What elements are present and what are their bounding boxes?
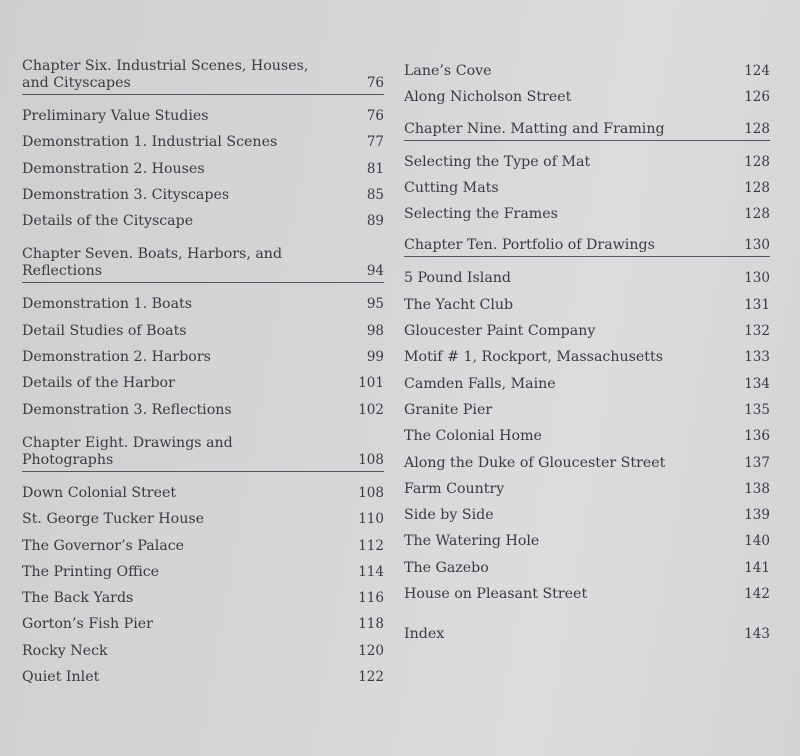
toc-entry-page-number: 114 bbox=[358, 563, 384, 580]
toc-entry-title: Granite Pier bbox=[404, 401, 493, 418]
toc-entry-title: Selecting the Frames bbox=[404, 206, 558, 223]
toc-entry bbox=[404, 175, 770, 201]
toc-entry-page-number: 135 bbox=[744, 401, 770, 418]
toc-entry-title: Demonstration 2. Harbors bbox=[22, 349, 211, 366]
toc-entry-page-number: 133 bbox=[744, 349, 770, 366]
chapter-heading bbox=[22, 58, 384, 95]
toc-entry-title: Down Colonial Street bbox=[22, 484, 177, 501]
toc-entry-page-number: 131 bbox=[744, 296, 770, 313]
index-entry-title: Index bbox=[404, 626, 445, 643]
toc-entry-title: Along the Duke of Gloucester Street bbox=[404, 454, 666, 471]
toc-entry-page-number: 128 bbox=[744, 179, 770, 196]
toc-entry bbox=[22, 506, 384, 532]
toc-entry bbox=[22, 664, 384, 690]
chapter-heading-page-number: 94 bbox=[366, 263, 384, 280]
toc-entry-title: Gorton’s Fish Pier bbox=[22, 616, 153, 633]
section-spacer bbox=[22, 423, 384, 435]
index-entry bbox=[404, 621, 770, 647]
toc-entry-page-number: 81 bbox=[366, 160, 384, 177]
toc-entry-title: The Watering Hole bbox=[404, 533, 540, 550]
toc-section bbox=[22, 246, 384, 422]
toc-entry bbox=[404, 528, 770, 554]
toc-entry bbox=[22, 480, 384, 506]
chapter-heading-title: Chapter Nine. Matting and Framing bbox=[404, 120, 665, 137]
toc-entry-title: Demonstration 3. Cityscapes bbox=[22, 186, 230, 203]
toc-entry bbox=[22, 129, 384, 155]
toc-section bbox=[404, 237, 770, 607]
toc-entry bbox=[404, 555, 770, 581]
toc-entry-title: Farm Country bbox=[404, 480, 505, 497]
section-spacer bbox=[22, 234, 384, 246]
toc-entry-page-number: 108 bbox=[358, 484, 384, 501]
toc-entry-page-number: 95 bbox=[366, 296, 384, 313]
toc-entry bbox=[22, 559, 384, 585]
toc-entry bbox=[22, 156, 384, 182]
toc-entry-title: The Back Yards bbox=[22, 590, 134, 607]
toc-entry bbox=[404, 292, 770, 318]
toc-entry-page-number: 112 bbox=[358, 537, 384, 554]
toc-entry bbox=[22, 344, 384, 370]
toc-entry-page-number: 136 bbox=[744, 428, 770, 445]
toc-entry-page-number: 85 bbox=[366, 186, 384, 203]
toc-entry-page-number: 137 bbox=[744, 454, 770, 471]
toc-entry-title: Demonstration 3. Reflections bbox=[22, 401, 232, 418]
toc-entry-page-number: 141 bbox=[744, 559, 770, 576]
toc-entry bbox=[404, 423, 770, 449]
toc-entry-page-number: 118 bbox=[358, 616, 384, 633]
section-spacer bbox=[404, 111, 770, 121]
toc-entry bbox=[404, 450, 770, 476]
index-entry-page-number: 143 bbox=[744, 626, 770, 643]
toc-entry-title: Quiet Inlet bbox=[22, 669, 100, 686]
toc-entry-page-number: 126 bbox=[744, 89, 770, 106]
toc-entry bbox=[22, 103, 384, 129]
toc-entry-title: 5 Pound Island bbox=[404, 270, 512, 287]
toc-entry-title: The Governor’s Palace bbox=[22, 537, 185, 554]
toc-entry bbox=[404, 397, 770, 423]
toc-entry bbox=[404, 318, 770, 344]
toc-entry-page-number: 138 bbox=[744, 480, 770, 497]
toc-left-column bbox=[22, 58, 384, 690]
chapter-heading bbox=[404, 121, 770, 141]
chapter-heading-page-number: 76 bbox=[366, 75, 384, 91]
chapter-heading-page-number: 128 bbox=[744, 120, 770, 137]
toc-entry-title: The Colonial Home bbox=[404, 428, 542, 445]
toc-entry bbox=[22, 208, 384, 234]
toc-entry-page-number: 134 bbox=[744, 375, 770, 392]
toc-entry bbox=[22, 585, 384, 611]
toc-entry bbox=[22, 397, 384, 423]
toc-entry-title: Side by Side bbox=[404, 507, 494, 524]
toc-section bbox=[22, 58, 384, 234]
toc-entry-title: House on Pleasant Street bbox=[404, 586, 588, 603]
toc-entry-title: Demonstration 1. Industrial Scenes bbox=[22, 134, 278, 151]
toc-entry bbox=[22, 611, 384, 637]
toc-entry-page-number: 142 bbox=[744, 586, 770, 603]
toc-entry bbox=[404, 265, 770, 291]
toc-entry-title: Preliminary Value Studies bbox=[22, 108, 209, 124]
toc-right-column bbox=[404, 58, 770, 648]
toc-entry-page-number: 120 bbox=[358, 642, 384, 659]
toc-entry-title: Lane’s Cove bbox=[404, 63, 492, 79]
toc-entry bbox=[22, 533, 384, 559]
toc-entry-page-number: 128 bbox=[744, 206, 770, 223]
toc-entry-title: Gloucester Paint Company bbox=[404, 323, 596, 340]
toc-entry-page-number: 124 bbox=[744, 63, 770, 79]
toc-entry bbox=[404, 476, 770, 502]
section-spacer bbox=[404, 607, 770, 621]
toc-entry bbox=[404, 371, 770, 397]
toc-entry bbox=[404, 84, 770, 110]
toc-section bbox=[22, 435, 384, 690]
toc-entry-page-number: 101 bbox=[358, 375, 384, 392]
chapter-heading bbox=[404, 237, 770, 257]
toc-entry-page-number: 122 bbox=[358, 669, 384, 686]
toc-entry-title: Along Nicholson Street bbox=[404, 89, 572, 106]
toc-entry bbox=[404, 58, 770, 84]
toc-entry-page-number: 132 bbox=[744, 323, 770, 340]
chapter-heading-title: Chapter Seven. Boats, Harbors, and Reflections bbox=[22, 246, 283, 280]
toc-entry-page-number: 76 bbox=[366, 108, 384, 124]
toc-entry-title: Details of the Cityscape bbox=[22, 213, 194, 230]
toc-entry bbox=[404, 502, 770, 528]
toc-entry-page-number: 89 bbox=[366, 213, 384, 230]
toc-entry bbox=[404, 581, 770, 607]
toc-entry-title: Details of the Harbor bbox=[22, 375, 175, 392]
chapter-heading-title: Chapter Six. Industrial Scenes, Houses, and Cityscapes bbox=[22, 58, 309, 91]
chapter-heading bbox=[22, 435, 384, 472]
chapter-heading-title: Chapter Ten. Portfolio of Drawings bbox=[404, 237, 655, 254]
toc-entry-title: The Printing Office bbox=[22, 563, 160, 580]
toc-entry bbox=[22, 638, 384, 664]
toc-entry-page-number: 98 bbox=[366, 322, 384, 339]
toc-entry-title: Cutting Mats bbox=[404, 179, 499, 196]
toc-entry-page-number: 110 bbox=[358, 511, 384, 528]
toc-entry-title: Selecting the Type of Mat bbox=[404, 153, 591, 170]
toc-entry-title: Demonstration 2. Houses bbox=[22, 160, 205, 177]
toc-entry-title: The Yacht Club bbox=[404, 296, 514, 313]
toc-entry bbox=[22, 182, 384, 208]
chapter-heading-title: Chapter Eight. Drawings and Photographs bbox=[22, 434, 233, 468]
toc-entry-title: Demonstration 1. Boats bbox=[22, 296, 193, 313]
toc-entry-page-number: 128 bbox=[744, 153, 770, 170]
toc-entry-title: The Gazebo bbox=[404, 559, 489, 576]
toc-entry bbox=[22, 370, 384, 396]
toc-entry-page-number: 116 bbox=[358, 590, 384, 607]
toc-entry-title: Rocky Neck bbox=[22, 642, 108, 659]
toc-entry-page-number: 99 bbox=[366, 349, 384, 366]
toc-entry bbox=[22, 291, 384, 317]
toc-entry bbox=[404, 344, 770, 370]
toc-entry-page-number: 140 bbox=[744, 533, 770, 550]
toc-entry-page-number: 130 bbox=[744, 270, 770, 287]
toc-entry-page-number: 102 bbox=[358, 401, 384, 418]
toc-section bbox=[404, 121, 770, 228]
chapter-heading-page-number: 108 bbox=[358, 451, 384, 468]
toc-entry-page-number: 139 bbox=[744, 507, 770, 524]
toc-entry-title: Detail Studies of Boats bbox=[22, 322, 187, 339]
toc-entry bbox=[22, 318, 384, 344]
toc-entry-page-number: 77 bbox=[366, 134, 384, 151]
toc-entry-title: St. George Tucker House bbox=[22, 511, 205, 528]
chapter-heading-page-number: 130 bbox=[744, 237, 770, 254]
toc-entry bbox=[404, 149, 770, 175]
toc-entry-title: Camden Falls, Maine bbox=[404, 375, 556, 392]
section-spacer bbox=[404, 227, 770, 237]
chapter-heading bbox=[22, 246, 384, 283]
toc-entry-title: Motif # 1, Rockport, Massachusetts bbox=[404, 349, 663, 366]
toc-entry bbox=[404, 201, 770, 227]
